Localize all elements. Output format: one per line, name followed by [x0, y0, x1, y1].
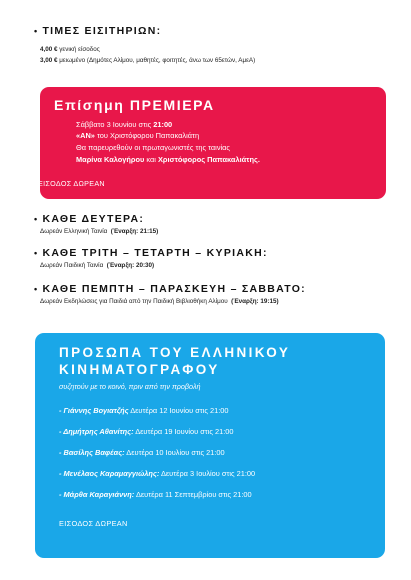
- premiere-film-director: του Χριστόφορου Παπακαλιάτη: [96, 131, 200, 140]
- guest-date: Δευτέρα 10 Ιουλίου στις 21:00: [126, 448, 225, 457]
- guest-name: - Μάρθα Καραγιάννη:: [59, 490, 135, 499]
- premiere-title: Επίσημη ΠΡΕΜΙΕΡΑ: [54, 97, 215, 113]
- guest-date: Δευτέρα 11 Σεπτεμβρίου στις 21:00: [135, 490, 252, 499]
- people-box: [35, 333, 385, 558]
- people-entry: ΕΙΣΟΔΟΣ ΔΩΡΕΑΝ: [59, 519, 128, 528]
- premiere-time: 21:00: [153, 120, 173, 129]
- tickets-heading-text: ΤΙΜΕΣ ΕΙΣΙΤΗΡΙΩΝ:: [42, 25, 162, 37]
- schedule-desc-monday: Δωρεάν Ελληνική Ταινία (Έναρξη: 21:15): [40, 228, 159, 235]
- schedule-desc-tue-wed-sun: Δωρεάν Παιδική Ταινία (Έναρξη: 20:30): [40, 262, 155, 269]
- schedule-heading-monday: • ΚΑΘΕ ΔΕΥΤΕΡΑ:: [34, 213, 145, 225]
- guest-name: - Δημήτρης Αθανίτης:: [59, 427, 134, 436]
- premiere-actor-2: Χριστόφορος Παπακαλιάτης.: [157, 155, 260, 164]
- ticket-row: [40, 46, 100, 53]
- guest-item: [59, 469, 255, 478]
- bullet-icon: •: [34, 214, 39, 224]
- premiere-date-text: Σάββατο 3 Ιουνίου στις: [76, 120, 152, 129]
- people-title-line1: ΠΡΟΣΩΠΑ ΤΟΥ ΕΛΛΗΝΙΚΟΥ: [59, 345, 291, 360]
- bullet-icon: •: [34, 284, 39, 294]
- bullet-icon: •: [34, 248, 39, 258]
- people-subtitle: συζητούν με το κοινό, πριν από την προβολή: [59, 382, 201, 391]
- premiere-film: [76, 131, 199, 140]
- guest-name: - Γιάννης Βογιατζής: [59, 406, 129, 415]
- schedule-heading-tue-wed-sun: • ΚΑΘΕ ΤΡΙΤΗ – ΤΕΤΑΡΤΗ – ΚΥΡΙΑΚΗ:: [34, 247, 268, 259]
- ticket-desc: μειωμένο (Δημότες Αλίμου, μαθητές, φοιτητές, άνω των 65ετών, ΑμεΑ): [59, 57, 256, 64]
- premiere-entry: ΕΙΣΟΔΟΣ ΔΩΡΕΑΝ: [38, 179, 105, 188]
- ticket-row: [40, 57, 255, 64]
- schedule-heading-thu-fri-sat: • ΚΑΘΕ ΠΕΜΠΤΗ – ΠΑΡΑΣΚΕΥΗ – ΣΑΒΒΑΤΟ:: [34, 283, 306, 295]
- tickets-heading: [34, 25, 161, 37]
- premiere-actors: [76, 155, 260, 164]
- guest-date: Δευτέρα 19 Ιουνίου στις 21:00: [135, 427, 234, 436]
- ticket-price: 4,00 €: [40, 46, 58, 53]
- ticket-desc: γενική είσοδος: [59, 46, 100, 53]
- guest-item: [59, 427, 233, 436]
- premiere-line3: Θα παρευρεθούν οι πρωταγωνιστές της ταινίας: [76, 143, 230, 152]
- bullet-icon: •: [34, 26, 39, 36]
- premiere-film-title: «ΑΝ»: [76, 131, 95, 140]
- guest-name: - Μενέλαος Καραμαγγιώλης:: [59, 469, 160, 478]
- guest-item: [59, 406, 228, 415]
- guest-name: - Βασίλης Βαφέας:: [59, 448, 125, 457]
- guest-item: [59, 490, 252, 499]
- premiere-date: [76, 120, 172, 129]
- premiere-and: και: [146, 155, 156, 164]
- ticket-price: 3,00 €: [40, 57, 58, 64]
- guest-date: Δευτέρα 12 Ιουνίου στις 21:00: [130, 406, 229, 415]
- premiere-actor-1: Μαρίνα Καλογήρου: [76, 155, 145, 164]
- guest-item: [59, 448, 225, 457]
- schedule-desc-thu-fri-sat: Δωρεάν Εκδηλώσεις για Παιδιά από την Παιδική Βιβλιοθήκη Αλίμου (Έναρξη: 19:15): [40, 298, 279, 305]
- people-title-line2: ΚΙΝΗΜΑΤΟΓΡΑΦΟΥ: [59, 362, 220, 377]
- guest-date: Δευτέρα 3 Ιουλίου στις 21:00: [160, 469, 256, 478]
